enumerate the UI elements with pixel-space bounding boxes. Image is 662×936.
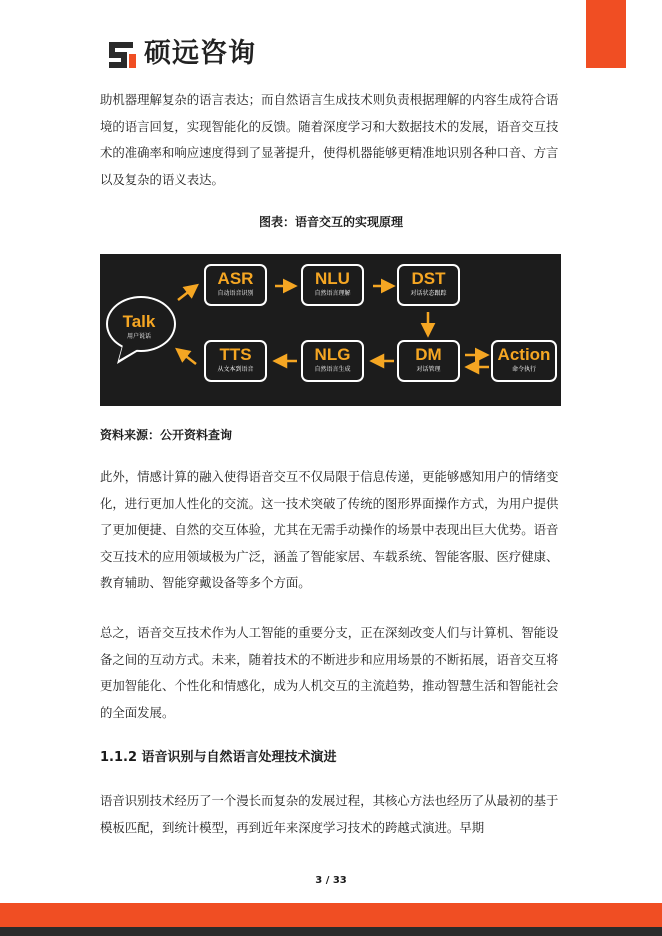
- node-dm-name: DM: [415, 345, 442, 364]
- node-asr-sub: 自动语音识别: [217, 290, 254, 297]
- section-heading: 1.1.2 语音识别与自然语言处理技术演进: [100, 750, 337, 765]
- node-dst-name: DST: [411, 269, 446, 288]
- paragraph-3: 总之，语音交互技术作为人工智能的重要分支，正在深刻改变人们与计算机、智能设备之间的互动方式。未来，随着技术的不断进步和应用场景的不断拓展，语音交互将更加智能化、个性化和情感化，成为人机交互的主流趋势，推动智慧生活和智能社会的全面发展。: [100, 625, 559, 720]
- node-tts-name: TTS: [219, 345, 252, 364]
- node-dst-sub: 对话状态跟踪: [410, 290, 447, 297]
- node-talk-name: Talk: [122, 312, 156, 331]
- brand-logo-icon: [107, 40, 138, 69]
- node-action: [491, 340, 557, 382]
- node-tts-sub: 从文本到语音: [217, 366, 254, 373]
- node-action-name: Action: [497, 345, 551, 364]
- paragraph-2: 此外，情感计算的融入使得语音交互不仅局限于信息传递，更能够感知用户的情绪变化，进行更加人性化的交流。这一技术突破了传统的图形界面操作方式，为用户提供了更加便捷、自然的交互体验，尤其在无需手动操作的场景中表现出巨大优势。语音交互技术的应用领域极为广泛，涵盖了智能家居、车载系统、智能客服、医疗健康、教育辅助、智能穿戴设备等多个方面。: [100, 469, 559, 590]
- node-nlu-name: NLU: [315, 269, 350, 288]
- node-dm-sub: 对话管理: [416, 366, 441, 373]
- node-talk: [109, 312, 169, 341]
- node-talk-sub: 用户说话: [126, 333, 151, 340]
- node-asr-name: ASR: [217, 269, 254, 288]
- node-nlu: [301, 264, 364, 306]
- node-nlg: [301, 340, 364, 382]
- footer-bar: [0, 903, 662, 927]
- figure-caption: 图表：语音交互的实现原理: [258, 215, 403, 229]
- voice-interaction-diagram: [100, 254, 561, 406]
- figure-source: 资料来源：公开资料查询: [100, 428, 233, 442]
- footer-dark-strip: [0, 927, 662, 936]
- brand-logo: [107, 38, 256, 70]
- node-dm: [397, 340, 460, 382]
- node-action-sub: 命令执行: [511, 366, 536, 373]
- brand-name: 硕远咨询: [144, 38, 256, 69]
- node-asr: [204, 264, 267, 306]
- paragraph-4: 语音识别技术经历了一个漫长而复杂的发展过程，其核心方法也经历了从最初的基于模板匹配，到统计模型，再到近年来深度学习技术的跨越式演进。早期: [100, 793, 559, 835]
- node-nlg-sub: 自然语言生成: [314, 366, 351, 373]
- node-tts: [204, 340, 267, 382]
- node-nlg-name: NLG: [314, 345, 351, 364]
- page-number: 3 / 33: [315, 875, 347, 886]
- node-dst: [397, 264, 460, 306]
- corner-tab: [586, 0, 626, 68]
- paragraph-1: 助机器理解复杂的语言表达；而自然语言生成技术则负责根据理解的内容生成符合语境的语言回复，实现智能化的反馈。随着深度学习和大数据技术的发展，语音交互技术的准确率和响应速度得到了显著提升，使得机器能够更精准地识别各种口音、方言以及复杂的语义表达。: [100, 92, 559, 187]
- arrow-tts-to-talk: [178, 350, 196, 364]
- arrow-talk-to-asr: [178, 286, 196, 300]
- node-nlu-sub: 自然语言理解: [314, 290, 351, 297]
